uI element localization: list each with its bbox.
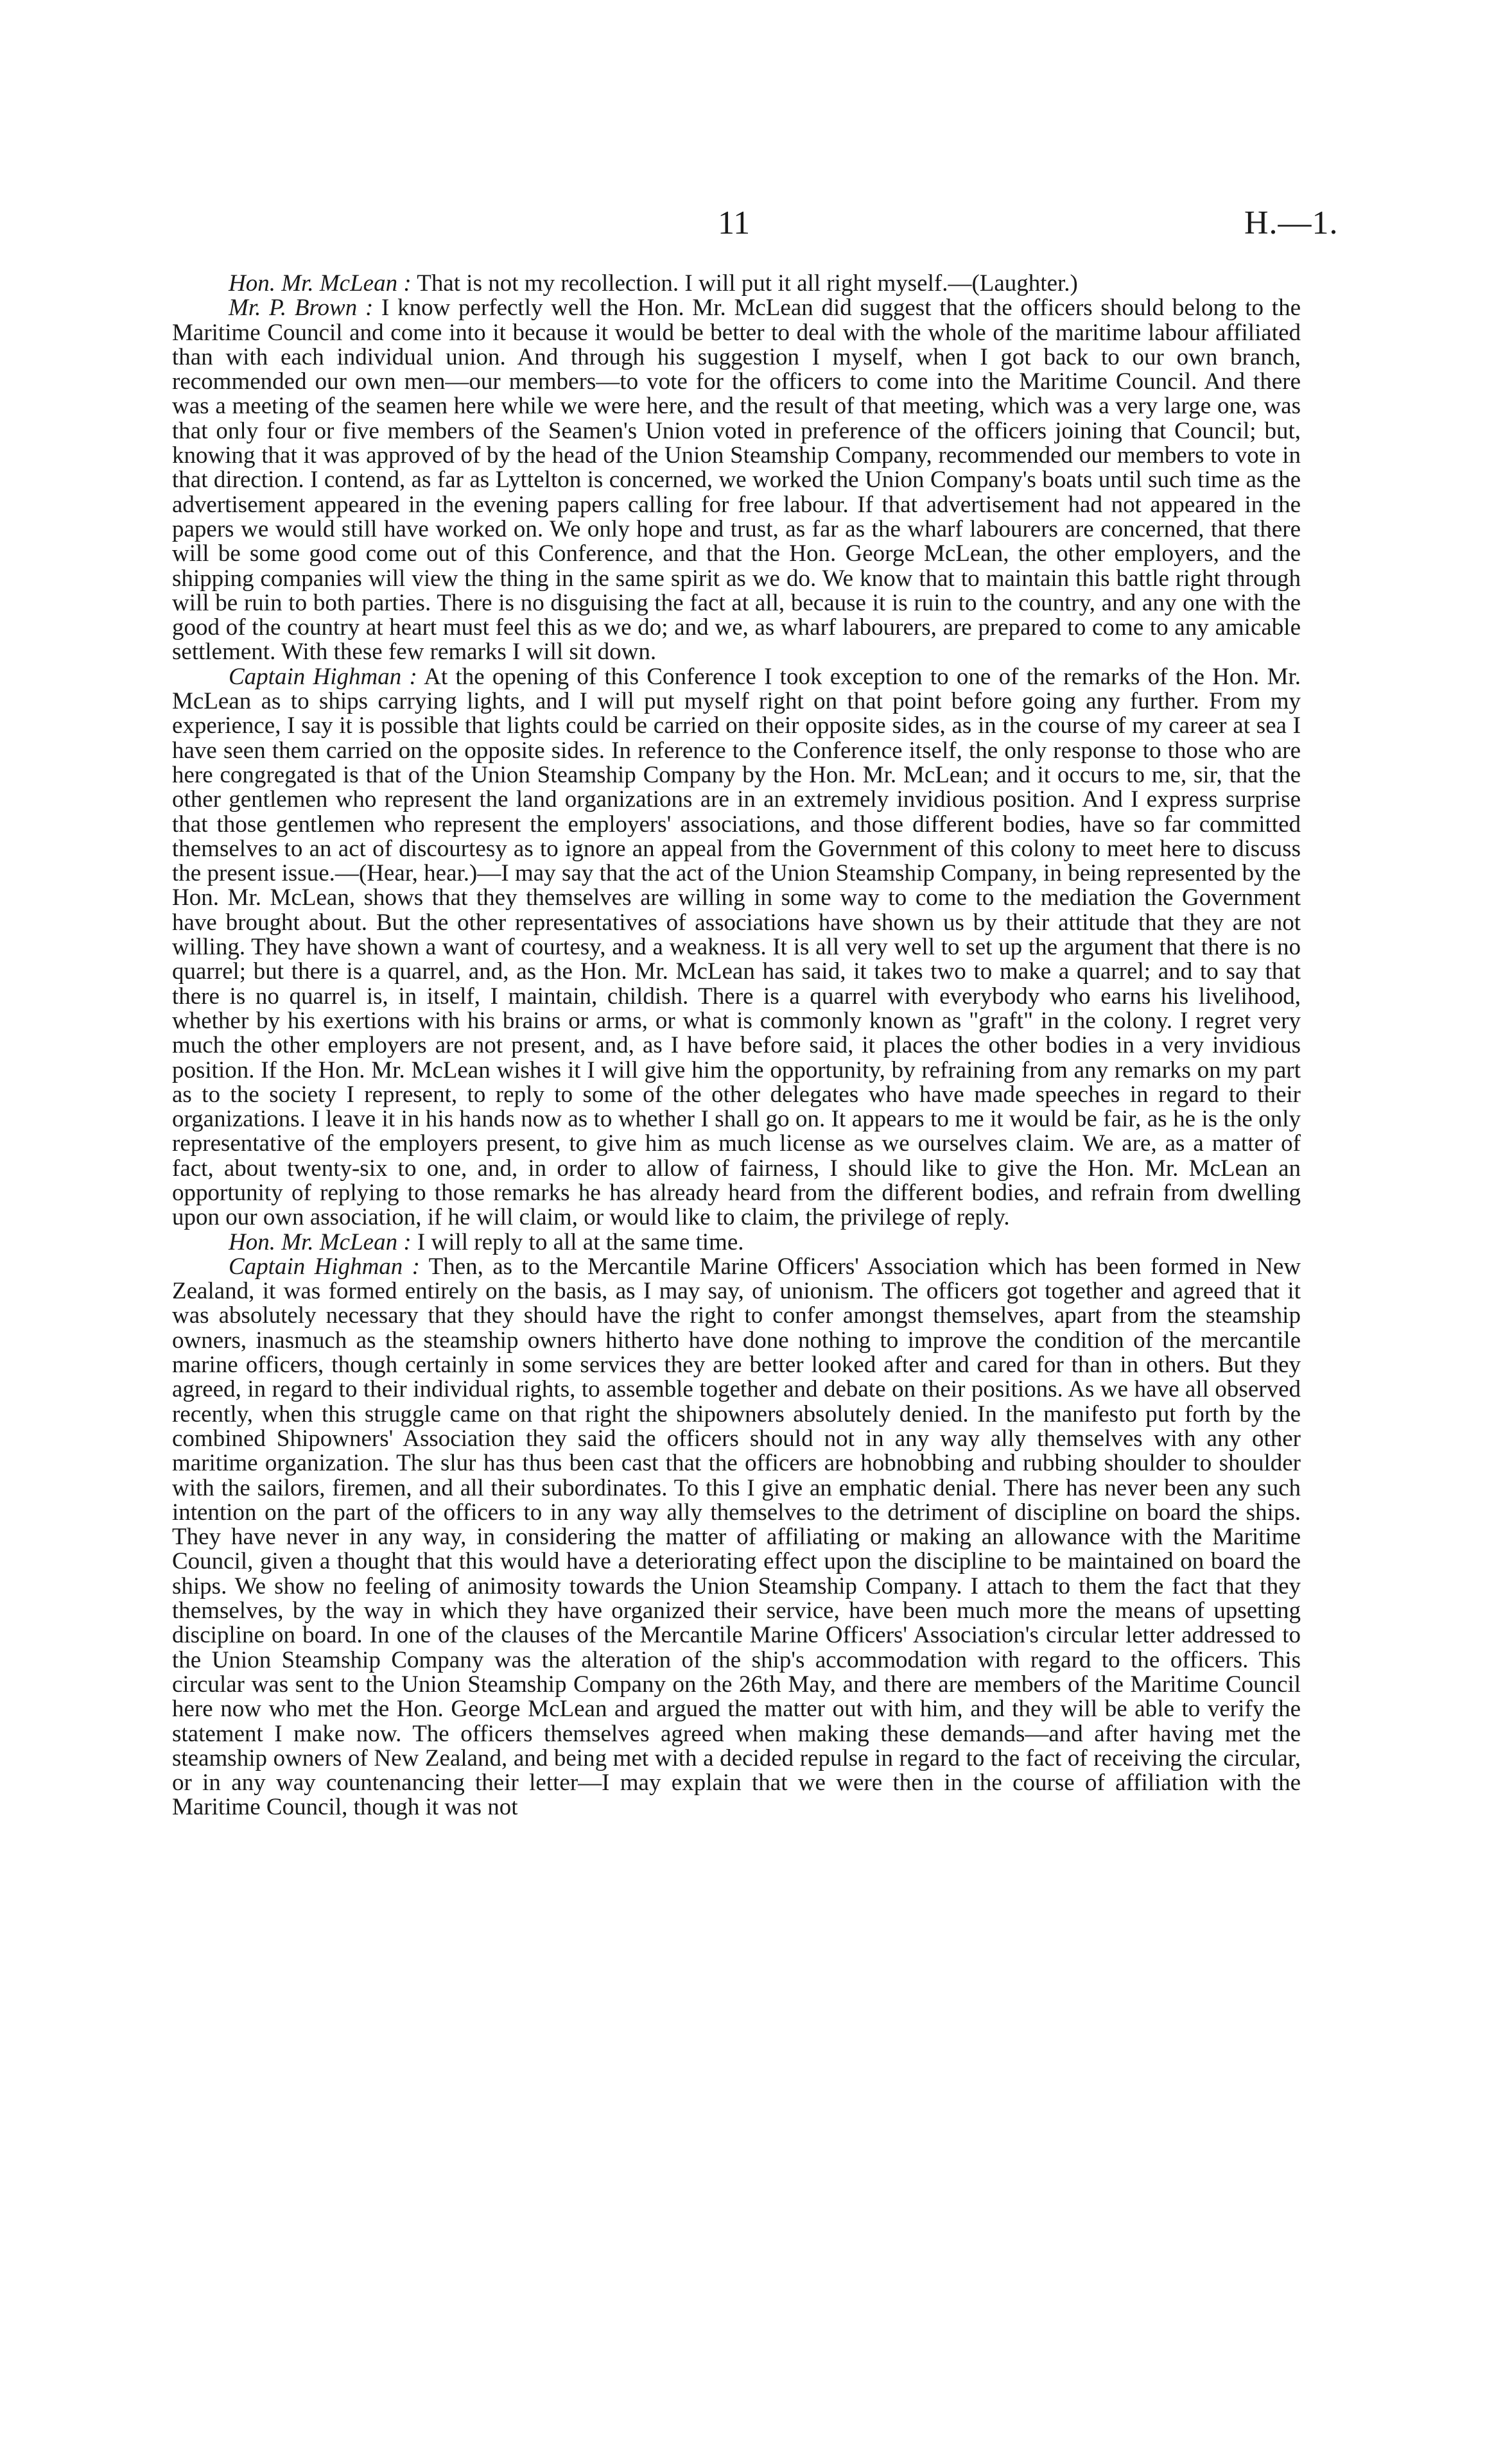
speaker-name: Mr. P. Brown : <box>229 295 374 322</box>
speaker-name: Captain Highman : <box>229 1253 420 1280</box>
speech-text: That is not my recollection. I will put it all right myself.—(Laughter.) <box>411 270 1078 297</box>
page-header <box>0 204 1494 249</box>
paragraph <box>172 296 1301 664</box>
speaker-name: Hon. Mr. McLean : <box>229 270 412 297</box>
paragraph <box>172 665 1301 1230</box>
paragraph <box>172 1230 1301 1255</box>
paragraph <box>172 1255 1301 1820</box>
speech-text: Then, as to the Mercantile Marine Officers' Association which has been formed in New Zealand, it was formed entirely on the basis, as I may say, of unionism. The officers got together and agreed that it was absolutely necessary that they should have the right to confer amongst themselves, apart from the steamship owners, inasmuch as the steamship owners hitherto have done nothing to improve the condition of the mercantile marine officers, though certainly in some services they are better looked after and cared for than in others. But they agreed, in regard to their individual rights, to assemble together and debate on their positions. As we have all observed recently, when this struggle came on that right the shipowners absolutely denied. In the manifesto put forth by the combined Shipowners' Association they said the officers should not in any way ally themselves with any other maritime organization. The slur has thus been cast that the officers are hobnobbing and rubbing shoulder to shoulder with the sailors, firemen, and all their subordinates. To this I give an emphatic denial. There has never been any such intention on the part of the officers to in any way ally themselves to the detriment of discipline on board the ships. They have never in any way, in considering the matter of affiliating or making an allowance with the Maritime Council, given a thought that this would have a deteriorating effect upon the discipline to be maintained on board the ships. We show no feeling of animosity towards the Union Steamship Company. I attach to them the fact that they themselves, by the way in which they have organized their service, have been much more the means of upsetting discipline on board. In one of the clauses of the Mercantile Marine Officers' Association's circular letter addressed to the Union Steamship Company was the alteration of the ship's accommodation with regard to the officers. This circular was sent to the Union Steamship Company on the 26th May, and there are members of the Maritime Council here now who met the Hon. George McLean and argued the matter out with him, and they will be able to verify the statement I make now. The officers themselves agreed when making these demands—and after having met the steamship owners of New Zealand, and being met with a decided repulse in regard to the fact of receiving the circular, or in any way countenancing their letter—I may explain that we were then in the course of affiliation with the Maritime Council, though it was not <box>172 1253 1301 1821</box>
speaker-name: Captain Highman : <box>229 663 417 690</box>
speech-text: At the opening of this Conference I took exception to one of the remarks of the Hon. Mr. McLean as to ships carrying lights, and I will put myself right on that point before going any further. From my experience, I say it is possible that lights could be carried on their opposite sides, as in the course of my career at sea I have seen them carried on the opposite sides. In reference to the Conference itself, the only response to those who are here congregated is that of the Union Steamship Company by the Hon. Mr. McLean; and it occurs to me, sir, that the other gentlemen who represent the land organizations are in an extremely invidious position. And I express surprise that those gentlemen who represent the employers' associations, and those different bodies, have so far committed themselves to an act of discourtesy as to ignore an appeal from the Government of this colony to meet here to discuss the present issue.—(Hear, hear.)—I may say that the act of the Union Steamship Company, in being represented by the Hon. Mr. McLean, shows that they themselves are willing in some way to come to the mediation the Government have brought about. But the other representatives of associations have shown us by their attitude that they are not willing. They have shown a want of courtesy, and a weakness. It is all very well to set up the argument that there is no quarrel; but there is a quarrel, and, as the Hon. Mr. McLean has said, it takes two to make a quarrel; and to say that there is no quarrel is, in itself, I maintain, childish. There is a quarrel with everybody who earns his livelihood, whether by his exertions with his brains or arms, or what is commonly known as "graft" in the colony. I regret very much the other employers are not present, and, as I have before said, it places the other bodies in a very invidious position. If the Hon. Mr. McLean wishes it I will give him the opportunity, by refraining from any remarks on my part as to the society I represent, to reply to some of the other delegates who have made speeches in regard to their organizations. I leave it in his hands now as to whether I shall go on. It appears to me it would be fair, as he is the only representative of the employers present, to give him as much license as we ourselves claim. We are, as a matter of fact, about twenty-six to one, and, in order to allow of fairness, I should like to give the Hon. Mr. McLean an opportunity of replying to those remarks he has already heard from the different bodies, and refrain from dwelling upon our own association, if he will claim, or would like to claim, the privilege of reply. <box>172 663 1301 1231</box>
page-number: 11 <box>718 205 751 241</box>
speech-text: I know perfectly well the Hon. Mr. McLean did suggest that the officers should belong to the Maritime Council and come into it because it would be better to deal with the whole of the maritime labour affiliated than with each individual union. And through his suggestion I myself, when I got back to our own branch, recommended our own men—our members—to vote for the officers to come into the Maritime Council. And there was a meeting of the seamen here while we were here, and the result of that meeting, which was a very large one, was that only four or five members of the Seamen's Union voted in preference of the officers joining that Council; but, knowing that it was approved of by the head of the Union Steamship Company, recommended our members to vote in that direction. I contend, as far as Lyttelton is concerned, we worked the Union Company's boats until such time as the advertisement appeared in the evening papers calling for free labour. If that advertisement had not appeared in the papers we would still have worked on. We only hope and trust, as far as the wharf labourers are concerned, that there will be some good come out of this Conference, and that the Hon. George McLean, the other employers, and the shipping companies will view the thing in the same spirit as we do. We know that to maintain this battle right through will be ruin to both parties. There is no disguising the fact at all, because it is ruin to the country, and any one with the good of the country at heart must feel this as we do; and we, as wharf labourers, are prepared to come to any amicable settlement. With these few remarks I will sit down. <box>172 295 1301 666</box>
speaker-name: Hon. Mr. McLean : <box>229 1228 412 1255</box>
paragraph <box>172 271 1301 296</box>
document-body <box>172 271 1301 1820</box>
document-code: H.—1. <box>1244 205 1339 241</box>
speech-text: I will reply to all at the same time. <box>411 1228 744 1255</box>
